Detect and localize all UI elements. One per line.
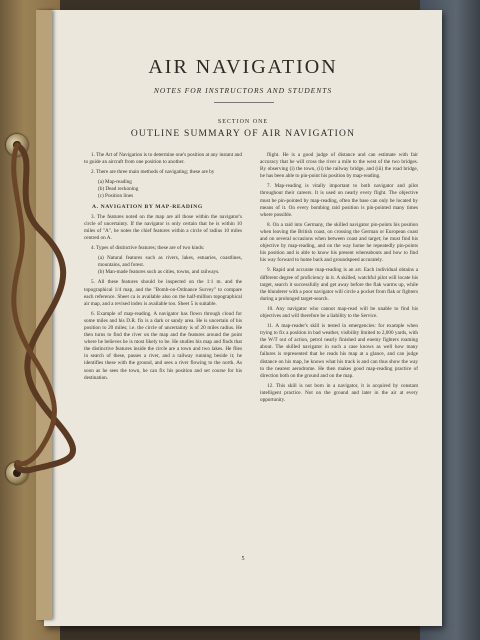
paragraph-2: 2. There are three main methods of navigating; these are by	[91, 169, 215, 176]
paragraph-10: 10. Any navigator who cannot map-read will be unable to find his objectives and will therefore be a liability to the Service.	[260, 305, 418, 319]
list-item: (b) Man-made features such as cities, towns, and railways.	[98, 269, 220, 276]
paragraph-11: 11. A map-reader's skill is tested in emergencies: for example when trying to fix a position in bad weather, visibility limited to 2,000 yards, with the W/T out of action, petrol nearly finished and enemy fighters roaming about. The skilled navigator in such a case knows as well how many failures is represented that he reads his map at a glance, and can judge distance on his map, he knows what his track is and can thus show the way to the nearest aerodrome. He then makes good map-reading practice of direction both on the ground and on the map.	[260, 323, 418, 379]
features-list	[84, 255, 242, 276]
left-column	[84, 152, 242, 385]
section-title: OUTLINE SUMMARY OF AIR NAVIGATION	[130, 129, 356, 139]
page-title: AIR NAVIGATION	[148, 56, 338, 78]
paragraph-12: 12. This skill is not born in a navigator, it is acquired by constant intelligent practice. Not on the ground and later in the air at every opportunity.	[260, 382, 418, 403]
document-page	[44, 10, 442, 626]
section-number: SECTION ONE	[217, 119, 269, 125]
paragraph-4: 4. Types of distinctive features; these are of two kinds:	[91, 245, 205, 252]
paragraph-8: 8. On a raid into Germany, the skilled navigator pin-points his position when leaving the British coast, on crossing the German or European coast and on several occasions when between coast and target; he must find his objective by map-reading, and on the way home he repeatedly pin-points his position and is able to know his present whereabouts and how to find his way forward to home back and groundspeed accurately.	[260, 221, 418, 264]
methods-list	[84, 179, 242, 200]
paragraph-9: 9. Rapid and accurate map-reading is an art. Each individual obtains a different degree of proficiency in it. A skilled, watchful pilot will locate his target, search it successfully and get away before the flak warms up, while the blunderer with a poor navigator will circle a pocket from flak or fighters during a prolonged target-search.	[260, 267, 418, 302]
paragraph-3: 3. The features noted on the map are all those within the navigator's circle of uncertainty. If the navigator is only certain that he is within 10 miles of "A", he notes the chief features within a circle of radius 10 miles centred on A.	[84, 213, 242, 241]
section-heading: A. NAVIGATION BY MAP-READING	[92, 203, 203, 210]
paragraph-6: 6. Example of map-reading. A navigator has flown through cloud for some miles and his D.R. fix is a dark or sandy area. He is uncertain of his position to 20 miles; i.e. the circle of uncertainty is of 20 miles radius. He then turns to find the river on the map and the features around the point where he believes he is most likely to be. He studies his map and finds that the distinctive features inside the circle are a town and two lakes. He flies in search of these, passes a river, and a railway running beside it; he identifies these with the ground, and sees a river flowing to the north. As soon as he sees the town, he can fix his position and set course for his destination.	[84, 310, 242, 381]
list-item: (a) Map-reading	[98, 179, 132, 186]
paragraph-5: 5. All these features should be inspected on the 1:1 m. and the topographical 1/4 map, and the "Bomb-on-Ordnance Survey" to compare each reference. Sheet ca is available also on the half-million topographical air map, and a revised index is available too. Sheet 5 is suitable.	[84, 279, 242, 307]
list-item: (b) Dead reckoning	[98, 186, 139, 193]
paragraph-1: 1. The Art of Navigation is to determine one's position at any instant and to guide an aircraft from one position to another.	[84, 152, 242, 166]
list-item: (a) Natural features such as rivers, lakes, estuaries, coastlines, mountains, and forest.	[98, 255, 242, 269]
list-item: (c) Position lines	[98, 193, 134, 200]
paragraph-continued: flight. He is a good judge of distance and can estimate with fair accuracy that he will cross the river a mile to the west of the two bridges. By observing (i) the town, (ii) the railway bridge, and (iii) the road bridge, he has been able to pin-point his position by map-reading.	[260, 152, 418, 180]
page-number: 5	[241, 556, 245, 562]
paragraph-7: 7. Map-reading is vitally important to both navigator and pilot throughout their careers. It is used on nearly every flight. The objective must be pin-pointed by map-reading, often the base can only be located by means of it. On every bombing raid position is pin-pointed many times where possible.	[260, 183, 418, 218]
right-column	[260, 152, 418, 407]
page-subtitle: NOTES FOR INSTRUCTORS AND STUDENTS	[153, 86, 333, 95]
divider	[214, 102, 274, 103]
binding-cord	[0, 120, 80, 500]
